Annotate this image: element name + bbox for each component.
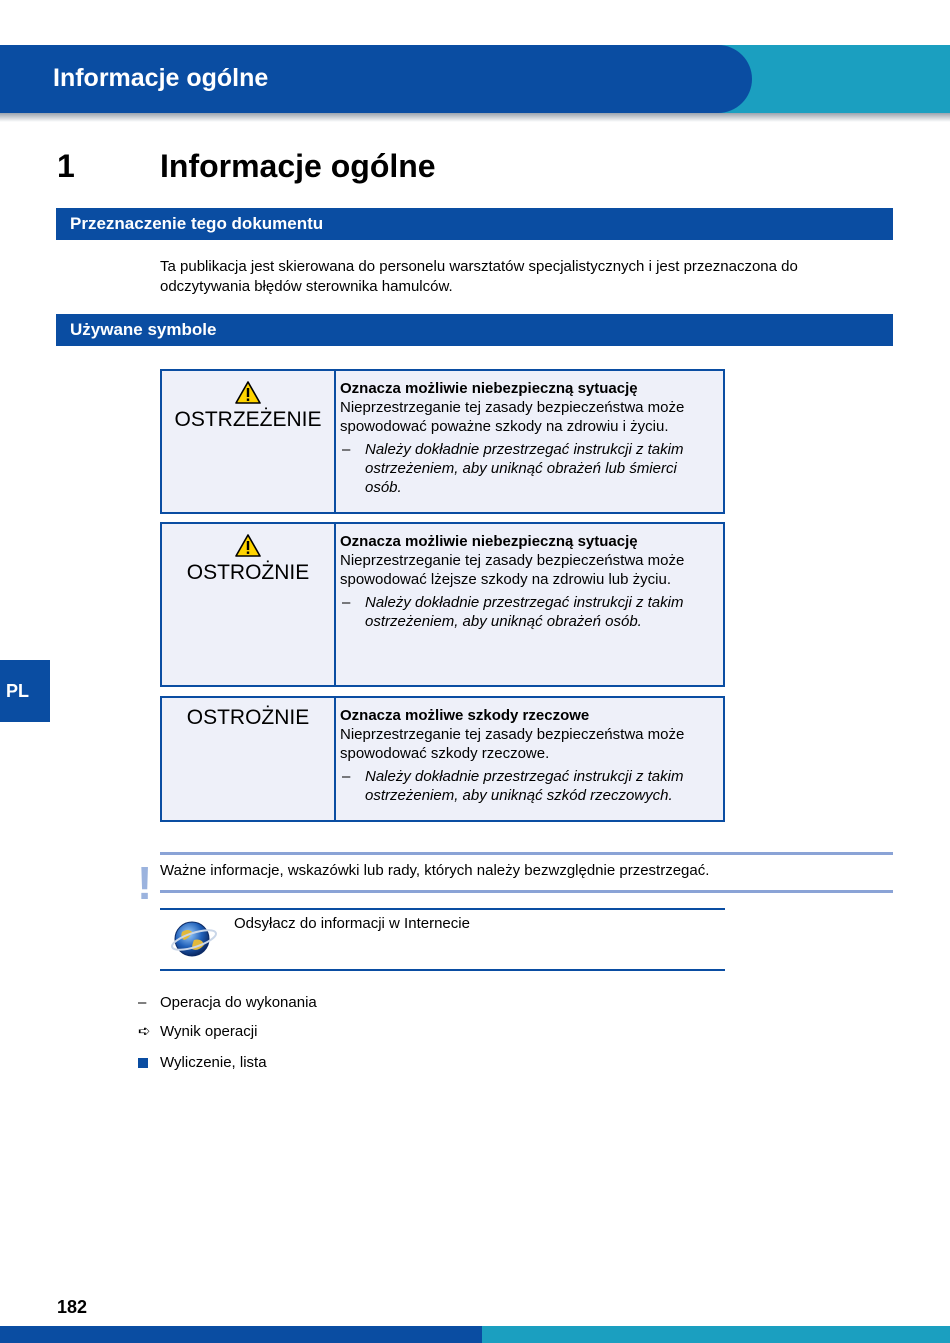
symbol-label: OSTROŻNIE — [186, 561, 310, 584]
language-tab: PL — [0, 660, 50, 722]
symbol-box-description — [340, 706, 713, 805]
dash-marker: – — [342, 594, 351, 611]
symbol-instruction — [340, 767, 713, 805]
symbol-box-description — [340, 532, 713, 631]
footer-band-blue — [0, 1326, 482, 1343]
symbol-instruction-text: Należy dokładnie przestrzegać instrukcji z takim ostrzeżeniem, aby uniknąć obrażeń osób. — [365, 594, 684, 630]
note-top-rule — [160, 852, 893, 855]
warning-triangle-icon — [235, 534, 261, 557]
arrow-right-icon: ➪ — [138, 1023, 151, 1040]
note-bottom-rule — [160, 890, 893, 893]
web-note-text: Odsyłacz do informacji w Internecie — [234, 915, 470, 932]
dash-marker: – — [138, 994, 147, 1011]
section-heading-symbols: Używane symbole — [56, 314, 893, 346]
chapter-number: 1 — [57, 148, 75, 184]
symbol-box-label-cell — [162, 371, 336, 512]
legend-result — [138, 1022, 257, 1040]
symbol-box-label-cell — [162, 698, 336, 820]
symbol-heading: Oznacza możliwie niebezpieczną sytuację — [340, 533, 638, 550]
globe-icon — [170, 918, 218, 960]
symbol-heading: Oznacza możliwe szkody rzeczowe — [340, 707, 590, 724]
important-note-text: Ważne informacje, wskazówki lub rady, których należy bezwzględnie przestrzegać. — [160, 862, 710, 879]
legend-result-text: Wynik operacji — [160, 1023, 258, 1040]
square-bullet-icon — [138, 1058, 148, 1068]
symbol-box-caution — [160, 522, 725, 687]
section-heading-purpose: Przeznaczenie tego dokumentu — [56, 208, 893, 240]
legend-action — [138, 994, 317, 1011]
header-shadow — [0, 113, 950, 122]
symbol-instruction-text: Należy dokładnie przestrzegać instrukcji z takim ostrzeżeniem, aby uniknąć obrażeń lub śmierci osób. — [365, 441, 684, 496]
symbol-label: OSTRZEŻENIE — [174, 408, 322, 431]
legend-action-text: Operacja do wykonania — [160, 994, 317, 1011]
page-number: 182 — [57, 1297, 88, 1317]
symbol-instruction — [340, 440, 713, 497]
exclamation-icon: ! — [137, 857, 153, 909]
legend-list-text: Wyliczenie, lista — [160, 1054, 267, 1071]
symbol-body: Nieprzestrzeganie tej zasady bezpieczeństwa może spowodować lżejsze szkody na zdrowiu lub życiu. — [340, 552, 685, 588]
symbol-box-property-damage — [160, 696, 725, 822]
warning-triangle-icon — [235, 381, 261, 404]
chapter-title: Informacje ogólne — [160, 148, 436, 184]
symbol-instruction-text: Należy dokładnie przestrzegać instrukcji z takim ostrzeżeniem, aby uniknąć szkód rzeczowych. — [365, 768, 684, 804]
dash-marker: – — [342, 768, 351, 785]
dash-marker: – — [342, 441, 351, 458]
purpose-paragraph: Ta publikacja jest skierowana do personelu warsztatów specjalistycznych i jest przeznaczona do odczytywania błędów sterownika hamulców. — [160, 258, 798, 295]
symbol-label: OSTROŻNIE — [186, 706, 310, 729]
symbol-box-description — [340, 379, 713, 497]
legend-list — [138, 1054, 267, 1071]
header-title: Informacje ogólne — [53, 64, 269, 92]
footer-band-teal — [482, 1326, 950, 1343]
web-note-bottom-rule — [160, 969, 725, 971]
symbol-body: Nieprzestrzeganie tej zasady bezpieczeństwa może spowodować szkody rzeczowe. — [340, 726, 685, 762]
symbol-instruction — [340, 593, 713, 631]
web-note-top-rule — [160, 908, 725, 910]
symbol-body: Nieprzestrzeganie tej zasady bezpieczeństwa może spowodować poważne szkody na zdrowiu i życiu. — [340, 399, 685, 435]
symbol-box-warning — [160, 369, 725, 514]
symbol-box-label-cell — [162, 524, 336, 685]
symbol-heading: Oznacza możliwie niebezpieczną sytuację — [340, 380, 638, 397]
